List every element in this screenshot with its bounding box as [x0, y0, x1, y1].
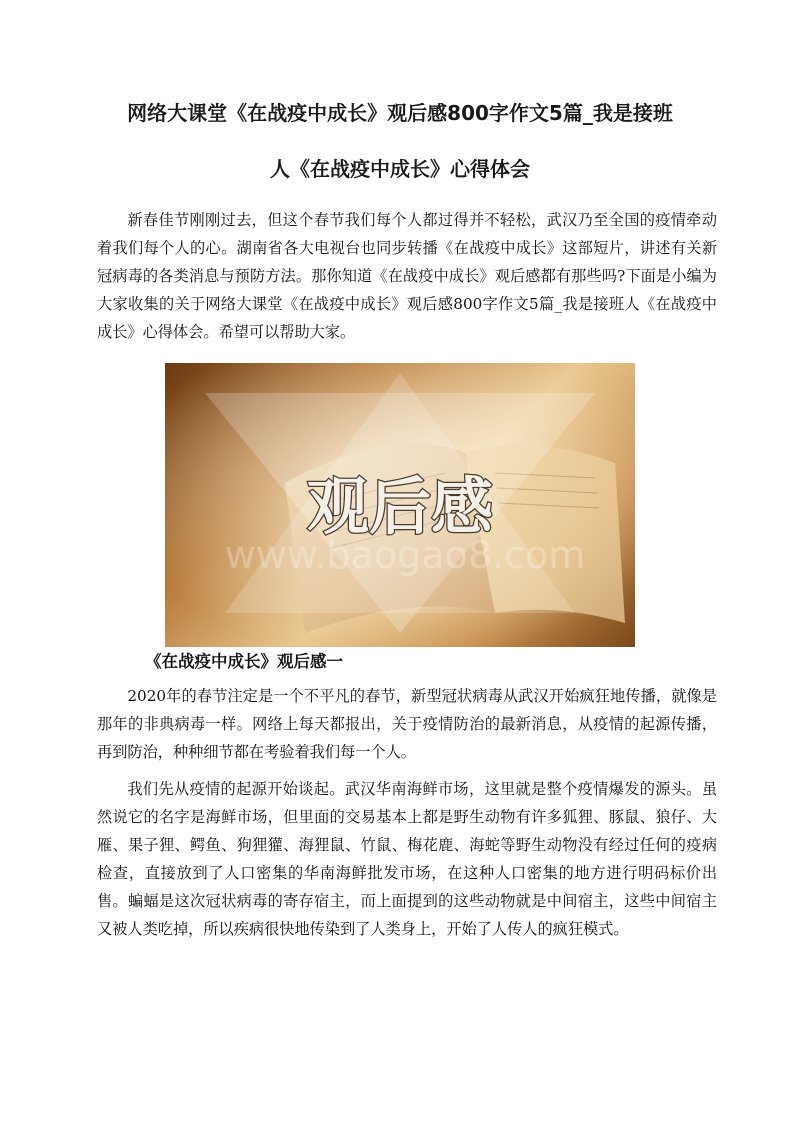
cover-image [165, 363, 635, 647]
section-1-heading: 《在战疫中成长》观后感一 [145, 652, 343, 671]
document-title-line-1: 网络大课堂《在战疫中成长》观后感800字作文5篇_我是接班 [127, 101, 673, 125]
intro-paragraph: 新春佳节刚刚过去，但这个春节我们每个人都过得并不轻松，武汉乃至全国的疫情牵动着我们每个人的心。湖南省各大电视台也同步转播《在战疫中成长》这部短片，讲述有关新冠病毒的各类消息与预防方法。那你知道《在战疫中成长》观后感都有那些吗?下面是小编为大家收集的关于网络大课堂《在战疫中成长》观后感800字作文5篇_我是接班人《在战疫中成长》心得体会。希望可以帮助大家。 [97, 211, 717, 341]
cover-image-watermark: www.baogao8.com [224, 533, 586, 577]
section-1-paragraph-1: 2020年的春节注定是一个不平凡的春节，新型冠状病毒从武汉开始疯狂地传播，就像是那年的非典病毒一样。网络上每天都报出，关于疫情防治的最新消息，从疫情的起源传播，再到防治，种种细节都在考验着我们每一个人。 [97, 687, 717, 761]
cover-image-title: 观后感 [306, 470, 494, 543]
section-1-paragraph-2: 我们先从疫情的起源开始谈起。武汉华南海鲜市场，这里就是整个疫情爆发的源头。虽然说它的名字是海鲜市场，但里面的交易基本上都是野生动物有许多狐狸、豚鼠、狼仔、大雁、果子狸、鳄鱼、狗狸獾、海狸鼠、竹鼠、梅花鹿、海蛇等野生动物没有经过任何的疫病检查，直接放到了人口密集的华南海鲜批发市场，在这种人口密集的地方进行明码标价出售。蝙蝠是这次冠状病毒的寄存宿主，而上面提到的这些动物就是中间宿主，这些中间宿主又被人类吃掉，所以疾病很快地传染到了人类身上，开始了人传人的疯狂模式。 [97, 780, 717, 938]
document-title-line-2: 人《在战疫中成长》心得体会 [270, 157, 530, 181]
